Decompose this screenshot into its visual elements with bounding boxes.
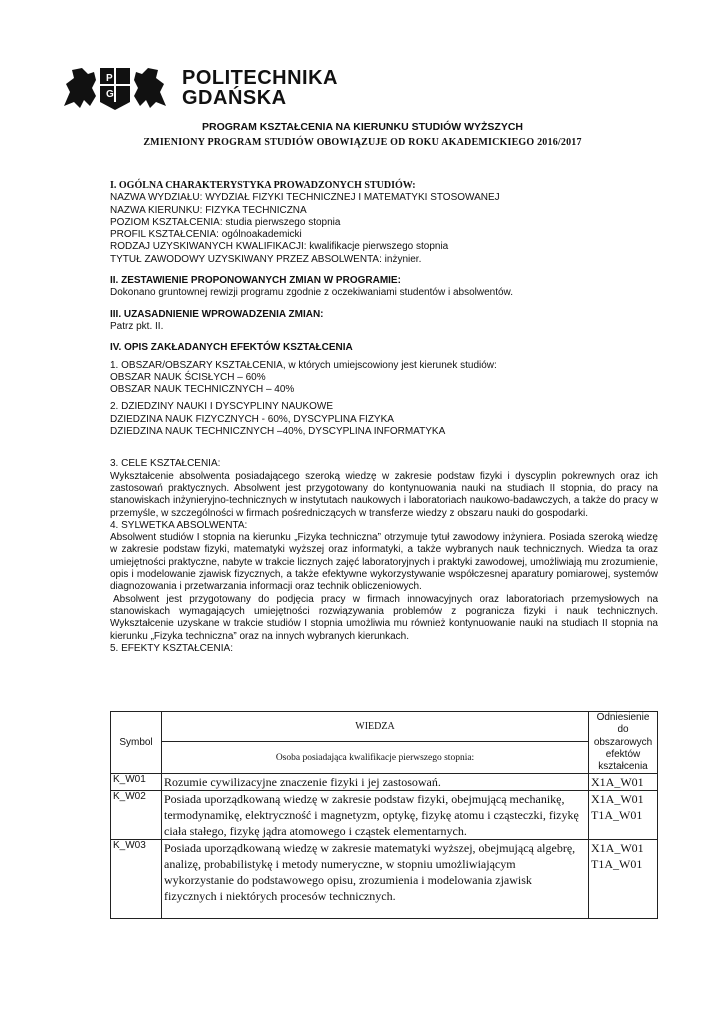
section1-line: NAZWA WYDZIAŁU: WYDZIAŁ FIZYKI TECHNICZNEJ I MATEMATYKI STOSOWANEJ — [110, 192, 500, 204]
sylwetka-title: 4. SYLWETKA ABSOLWENTA: — [110, 519, 248, 531]
crest-letter-g: G — [106, 89, 114, 100]
sylwetka-paragraph-1: Absolwent studiów I stopnia na kierunku „Fizyka techniczna” otrzymuje tytuł zawodowy inżyniera. Posiada szeroką wiedzę w zakresie podstaw fizyki, matematyki wyższej oraz informatyki, a także wybranych nauk technicznych. Wiedza ta oraz umiejętności praktyczne, nabyte w trakcie licznych zajęć laboratoryjnych i praktyki zawodowej, umożliwiają mu zrozumienie, opis i modelowanie zjawisk fizycznych, a także efektywne wykorzystywanie współczesnej aparatury pomiarowej, systemów diagnozowania i przetwarzania informacji oraz technik obliczeniowych. — [110, 532, 658, 593]
effect-references: X1A_W01 T1A_W01 — [589, 840, 658, 919]
section1-line: NAZWA KIERUNKU: FIZYKA TECHNICZNA — [110, 204, 307, 216]
section3-text: Patrz pkt. II. — [110, 320, 164, 332]
effect-code: K_W02 — [111, 791, 162, 840]
effect-references: X1A_W01 T1A_W01 — [589, 791, 658, 840]
obszar-title: 1. OBSZAR/OBSZARY KSZTAŁCENIA, w których umiejscowiony jest kierunek studiów: — [110, 359, 497, 371]
university-name-line1: POLITECHNIKA — [182, 67, 338, 89]
sylwetka-paragraph-2: Absolwent jest przygotowany do podjęcia pracy w firmach innowacyjnych oraz laboratoriach przemysłowych na stanowiskach wymagających umiejętności rozwiązywania problemów z pogranicza fizyki i nauk technicznych. Wykształcenie uzyskane w trakcie studiów I stopnia umożliwia mu również kontynuowanie nauki na studiach II stopnia na kierunku „Fizyka techniczna” oraz na innych wybranych kierunkach. — [110, 593, 658, 642]
section1-line: PROFIL KSZTAŁCENIA: ogólnoakademicki — [110, 229, 302, 241]
efekty-table — [110, 711, 658, 919]
table-row — [111, 774, 658, 791]
section3-heading: III. UZASADNIENIE WPROWADZENIA ZMIAN: — [110, 308, 324, 320]
left-lion-icon — [64, 68, 96, 108]
dziedziny-line: DZIEDZINA NAUK FIZYCZNYCH - 60%, DYSCYPLINA FIZYKA — [110, 413, 394, 425]
effect-description: Rozumie cywilizacyjne znaczenie fizyki i jej zastosowań. — [162, 774, 589, 791]
right-lion-icon — [134, 68, 166, 108]
section2-heading: II. ZESTAWIENIE PROPONOWANYCH ZMIAN W PROGRAMIE: — [110, 275, 401, 287]
table-row — [111, 791, 658, 840]
obszar-line: OBSZAR NAUK ŚCISŁYCH – 60% — [110, 371, 266, 383]
table-row — [111, 840, 658, 919]
section1-heading: I. OGÓLNA CHARAKTERYSTYKA PROWADZONYCH STUDIÓW: — [110, 180, 416, 191]
symbol-header: Symbol — [111, 712, 162, 774]
effect-description: Posiada uporządkowaną wiedzę w zakresie podstaw fizyki, obejmującą mechanikę, termodynamikę, elektryczność i magnetyzm, optykę, fizykę atomu i cząsteczki, fizykę ciała stałego, fizykę jądra atomowego i cząstek elementarnych. — [162, 791, 589, 840]
effect-code: K_W01 — [111, 774, 162, 791]
obszar-line: OBSZAR NAUK TECHNICZNYCH – 40% — [110, 384, 295, 396]
cele-title: 3. CELE KSZTAŁCENIA: — [110, 458, 221, 470]
effect-description: Posiada uporządkowaną wiedzę w zakresie matematyki wyższej, obejmującą algebrę, analizę, probabilistykę i metody numeryczne, w stopniu umożliwiającym wykorzystanie do podstawowego opisu, zrozumienia i modelowania zjawisk fizycznych i niektórych procesów technicznych. — [162, 840, 589, 919]
effect-code: K_W03 — [111, 840, 162, 919]
effect-references: X1A_W01 — [589, 774, 658, 791]
osoba-header: Osoba posiadająca kwalifikacje pierwszego stopnia: — [162, 742, 589, 774]
document-title: PROGRAM KSZTAŁCENIA NA KIERUNKU STUDIÓW WYŻSZYCH — [201, 121, 523, 133]
section1-line: TYTUŁ ZAWODOWY UZYSKIWANY PRZEZ ABSOLWENTA: inżynier. — [110, 253, 422, 265]
odniesienie-header: Odniesienie do obszarowych efektów kształcenia — [589, 712, 658, 774]
efekty-title: 5. EFEKTY KSZTAŁCENIA: — [110, 642, 233, 654]
dziedziny-title: 2. DZIEDZINY NAUKI I DYSCYPLINY NAUKOWE — [110, 401, 334, 413]
dziedziny-line: DZIEDZINA NAUK TECHNICZNYCH –40%, DYSCYPLINA INFORMATYKA — [110, 426, 446, 438]
university-name-line2: GDAŃSKA — [182, 87, 287, 109]
section2-text: Dokonano gruntownej rewizji programu zgodnie z oczekiwaniami studentów i absolwentów. — [110, 287, 513, 299]
document-subtitle: ZMIENIONY PROGRAM STUDIÓW OBOWIĄZUJE OD ROKU AKADEMICKIEGO 2016/2017 — [143, 137, 582, 148]
university-name — [182, 68, 338, 108]
section4-heading: IV. OPIS ZAKŁADANYCH EFEKTÓW KSZTAŁCENIA — [110, 342, 353, 354]
cele-text: Wykształcenie absolwenta posiadającego szeroką wiedzę w zakresie podstaw fizyki i dyscyplin pokrewnych oraz ich zastosowań praktycznych. Absolwent jest przygotowany do kontynuowania nauki na studiach II stopnia, do pracy na stanowiskach inżynieryjno-technicznych w instytutach naukowych i laboratoriach naukowo-badawczych, a także do pracy w przemyśle, w szczególności w firmach pośredniczących w transferze wiedzy z obszaru nauki do gospodarki. — [110, 470, 658, 519]
section1-line: RODZAJ UZYSKIWANYCH KWALIFIKACJI: kwalifikacje pierwszego stopnia — [110, 241, 449, 253]
section1-line: POZIOM KSZTAŁCENIA: studia pierwszego stopnia — [110, 216, 341, 228]
document-body — [110, 180, 658, 655]
wiedza-header: WIEDZA — [162, 712, 589, 742]
crest-letter-p: P — [106, 73, 113, 84]
